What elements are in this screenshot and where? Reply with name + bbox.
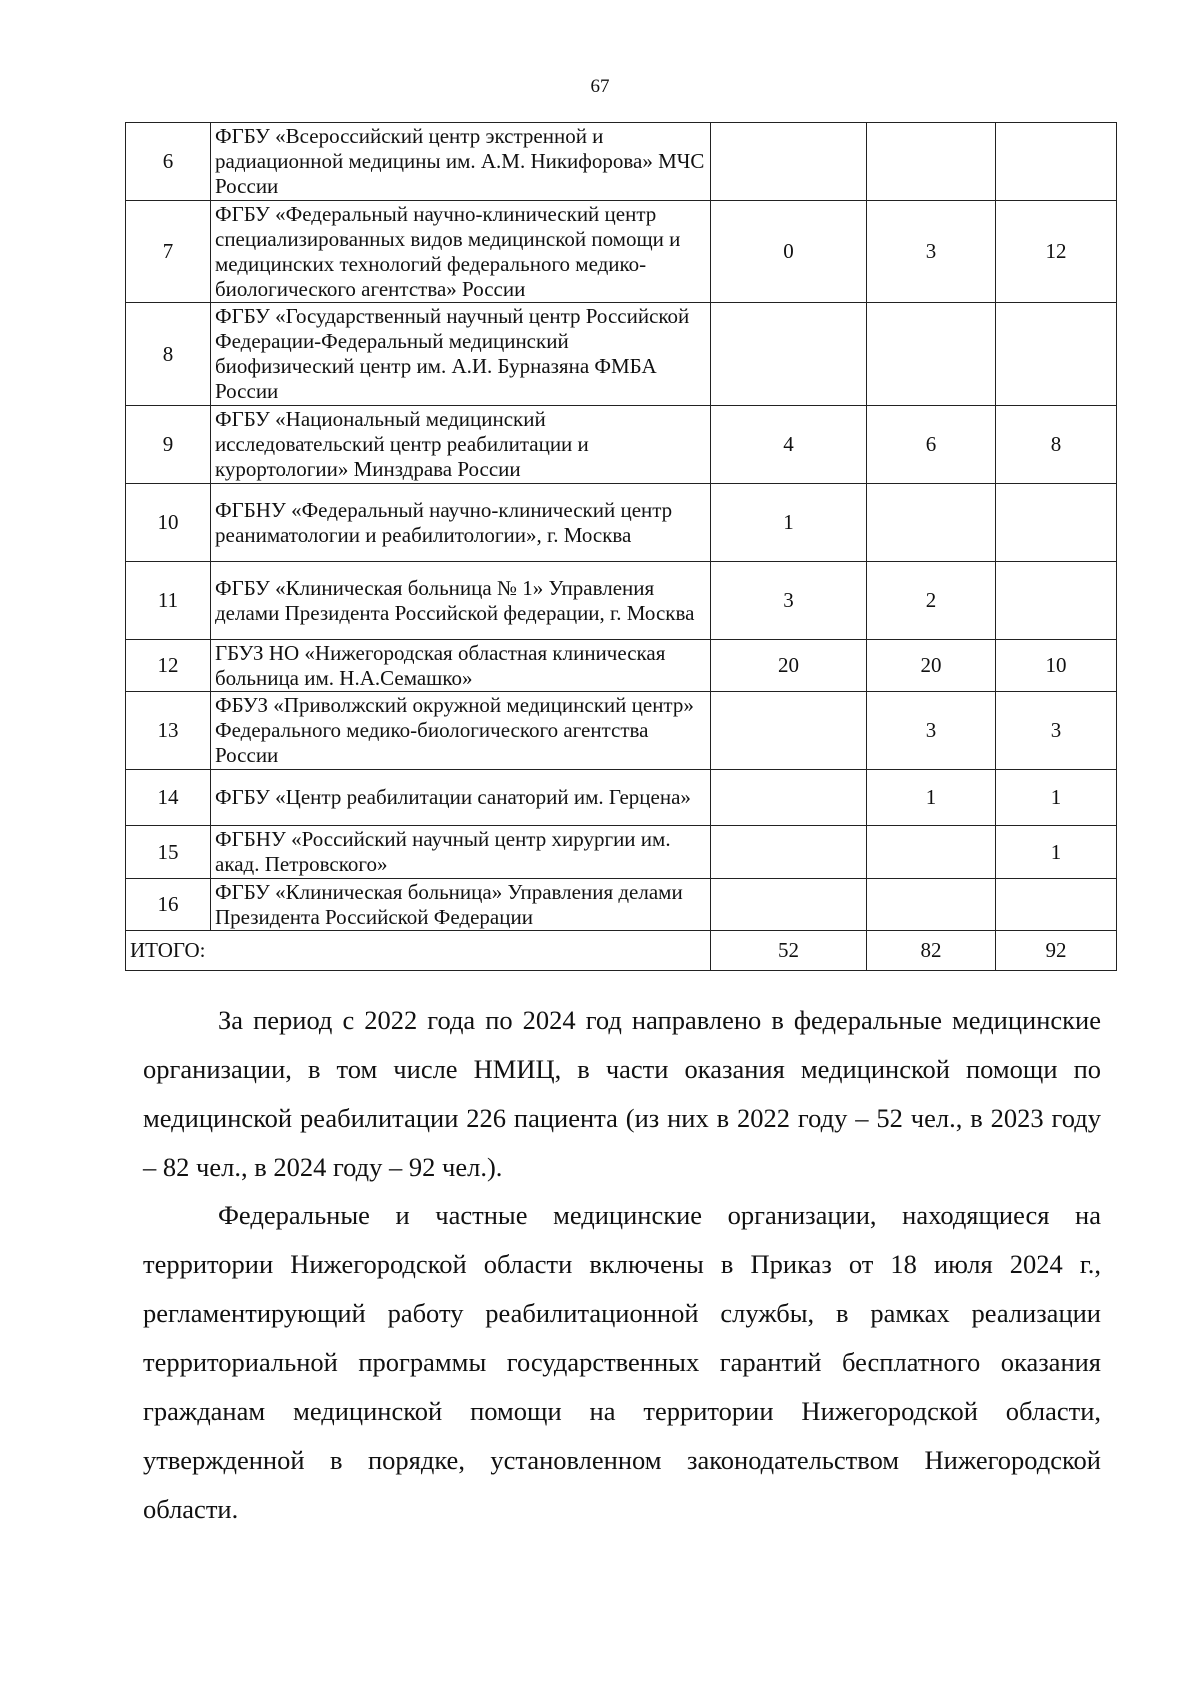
table-row (126, 484, 1117, 562)
value-2022: 1 (711, 484, 867, 562)
value-2024 (996, 562, 1117, 640)
table-row (126, 692, 1117, 770)
value-2023 (867, 826, 996, 879)
value-2023 (867, 484, 996, 562)
value-2022 (711, 826, 867, 879)
table-row (126, 303, 1117, 406)
value-2023 (867, 879, 996, 931)
organization-name: ФГБУ «Государственный научный центр Российской Федерации-Федеральный медицинский биофизический центр им. А.И. Бурназяна ФМБА России (211, 303, 711, 406)
table-row (126, 879, 1117, 931)
table-row (126, 640, 1117, 692)
value-2022: 3 (711, 562, 867, 640)
table-row (126, 201, 1117, 303)
row-number: 12 (126, 640, 211, 692)
row-number: 14 (126, 770, 211, 826)
value-2024: 1 (996, 826, 1117, 879)
value-2023: 20 (867, 640, 996, 692)
value-2022: 20 (711, 640, 867, 692)
organization-name: ФГБУ «Национальный медицинский исследовательский центр реабилитации и курортологии» Минздрава России (211, 406, 711, 484)
row-number: 15 (126, 826, 211, 879)
value-2024: 12 (996, 201, 1117, 303)
value-2023 (867, 303, 996, 406)
table-row (126, 770, 1117, 826)
body-paragraph: За период с 2022 года по 2024 год направлено в федеральные медицинские организации, в том числе НМИЦ, в части оказания медицинской помощи по медицинской реабилитации 226 пациента (из них в 2022 году – 52 чел., в 2023 году – 82 чел., в 2024 году – 92 чел.). (143, 1005, 1101, 1182)
value-2022 (711, 123, 867, 201)
value-2022 (711, 770, 867, 826)
organization-name: ФГБУ «Клиническая больница» Управления делами Президента Российской Федерации (211, 879, 711, 931)
organizations-table (125, 122, 1117, 971)
value-2022: 4 (711, 406, 867, 484)
table-row (126, 123, 1117, 201)
value-2022: 0 (711, 201, 867, 303)
value-2024 (996, 879, 1117, 931)
value-2024 (996, 303, 1117, 406)
row-number: 7 (126, 201, 211, 303)
value-2023: 3 (867, 692, 996, 770)
table-row (126, 406, 1117, 484)
table-row (126, 562, 1117, 640)
total-2022: 52 (711, 931, 867, 971)
organization-name: ФГБУ «Центр реабилитации санаторий им. Герцена» (211, 770, 711, 826)
total-row (126, 931, 1117, 971)
total-2023: 82 (867, 931, 996, 971)
value-2024: 1 (996, 770, 1117, 826)
total-2024: 92 (996, 931, 1117, 971)
row-number: 10 (126, 484, 211, 562)
value-2023: 2 (867, 562, 996, 640)
body-paragraph: Федеральные и частные медицинские организации, находящиеся на территории Нижегородской области включены в Приказ от 18 июля 2024 г., регламентирующий работу реабилитационной службы, в рамках реализации территориальной программы государственных гарантий бесплатного оказания гражданам медицинской помощи на территории Нижегородской области, утвержденной в порядке, установленном законодательством Нижегородской области. (143, 1200, 1101, 1524)
value-2023 (867, 123, 996, 201)
row-number: 9 (126, 406, 211, 484)
row-number: 13 (126, 692, 211, 770)
organization-name: ФГБУ «Федеральный научно-клинический центр специализированных видов медицинской помощи и медицинских технологий федерального медико-биологического агентства» России (211, 201, 711, 303)
row-number: 6 (126, 123, 211, 201)
organization-name: ФГБУ «Клиническая больница № 1» Управления делами Президента Российской федерации, г. Москва (211, 562, 711, 640)
page-number: 67 (590, 76, 610, 97)
total-label: ИТОГО: (126, 931, 711, 971)
organization-name: ФГБНУ «Российский научный центр хирургии им. акад. Петровского» (211, 826, 711, 879)
value-2023: 1 (867, 770, 996, 826)
organization-name: ФГБНУ «Федеральный научно-клинический центр реаниматологии и реабилитологии», г. Москва (211, 484, 711, 562)
row-number: 16 (126, 879, 211, 931)
value-2024 (996, 123, 1117, 201)
value-2024: 8 (996, 406, 1117, 484)
value-2024 (996, 484, 1117, 562)
value-2024: 3 (996, 692, 1117, 770)
value-2024: 10 (996, 640, 1117, 692)
table-row (126, 826, 1117, 879)
organization-name: ФГБУ «Всероссийский центр экстренной и радиационной медицины им. А.М. Никифорова» МЧС России (211, 123, 711, 201)
value-2022 (711, 303, 867, 406)
row-number: 11 (126, 562, 211, 640)
value-2023: 3 (867, 201, 996, 303)
value-2022 (711, 692, 867, 770)
value-2022 (711, 879, 867, 931)
organization-name: ФБУЗ «Приволжский окружной медицинский центр» Федерального медико-биологического агентства России (211, 692, 711, 770)
value-2023: 6 (867, 406, 996, 484)
row-number: 8 (126, 303, 211, 406)
organization-name: ГБУЗ НО «Нижегородская областная клиническая больница им. Н.А.Семашко» (211, 640, 711, 692)
